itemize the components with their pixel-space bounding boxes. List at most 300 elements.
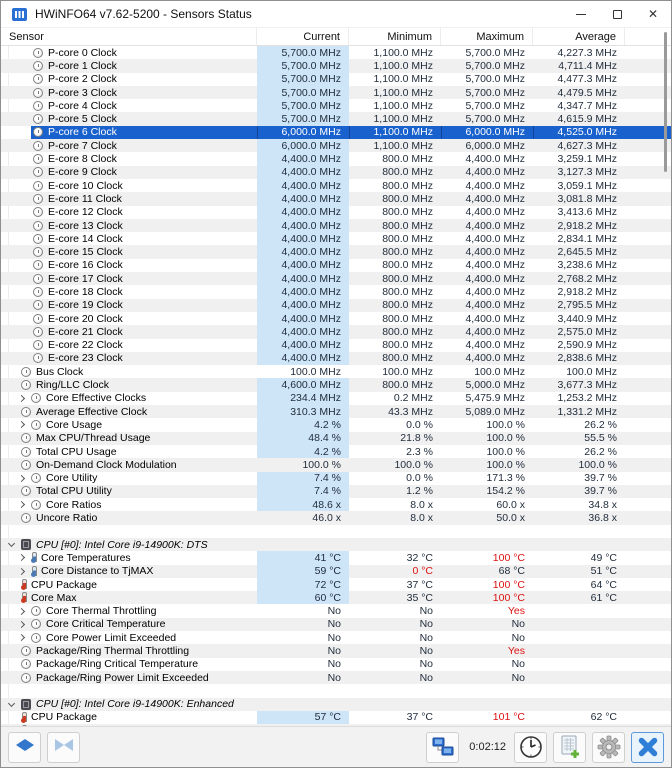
column-header-maximum[interactable]: Maximum [441, 28, 533, 45]
table-row[interactable] [1, 658, 671, 671]
table-row[interactable] [1, 392, 671, 405]
minimum-value: 0.0 % [406, 472, 433, 485]
table-header [1, 28, 671, 46]
chevron-right-icon[interactable] [18, 634, 25, 641]
current-value: 72 °C [257, 578, 349, 591]
minimize-button[interactable] [563, 1, 599, 27]
maximum-value: 4,400.0 MHz [465, 153, 525, 166]
table-row[interactable] [1, 631, 671, 644]
sensor-label: E-core 18 Clock [48, 285, 123, 298]
maximum-value: 5,700.0 MHz [465, 86, 525, 99]
current-value: 4,600.0 MHz [257, 378, 349, 391]
maximum-value: 5,700.0 MHz [465, 99, 525, 112]
table-row[interactable] [1, 551, 671, 564]
sensor-table [1, 46, 671, 726]
average-value: 4,347.7 MHz [557, 99, 617, 112]
average-value: 100.0 % [578, 458, 617, 471]
column-header-current[interactable]: Current [257, 28, 349, 45]
spare-cell [625, 312, 671, 325]
collapse-panels-button[interactable] [47, 732, 80, 763]
table-row[interactable] [1, 299, 671, 312]
maximum-value: 4,400.0 MHz [465, 232, 525, 245]
maximum-value: No [511, 658, 525, 671]
sensor-cell [1, 285, 257, 298]
sensor-cell [1, 378, 257, 391]
sensor-label: E-core 10 Clock [48, 179, 123, 192]
spare-cell [625, 245, 671, 258]
maximum-value: 4,400.0 MHz [465, 352, 525, 365]
sensor-cell [1, 166, 257, 179]
table-row[interactable] [1, 711, 671, 724]
minimum-value [349, 538, 441, 551]
minimum-value: 1,100.0 MHz [373, 99, 433, 112]
sensor-cell [1, 232, 257, 245]
minimum-value: 37 °C [406, 711, 433, 724]
sensor-label: Core Utility [46, 472, 98, 485]
sensor-cell [1, 538, 257, 551]
current-value: 5,700.0 MHz [257, 46, 349, 59]
column-header-average[interactable]: Average [533, 28, 625, 45]
sensor-label: E-core 13 Clock [48, 219, 123, 232]
chevron-right-icon[interactable] [18, 554, 25, 561]
spare-cell [625, 179, 671, 192]
sensor-cell [1, 139, 257, 152]
chevron-right-icon[interactable] [18, 421, 25, 428]
sensor-label: P-core 5 Clock [48, 113, 117, 126]
sensor-cell [1, 392, 257, 405]
minimum-value: 1.2 % [406, 485, 433, 498]
minimum-value: No [419, 631, 433, 644]
table-row[interactable] [1, 485, 671, 498]
sensor-cell [1, 112, 257, 125]
maximum-value: No [511, 671, 525, 684]
table-row[interactable] [1, 325, 671, 338]
table-row[interactable] [1, 99, 671, 112]
current-value: 59 °C [257, 565, 349, 578]
spare-cell [625, 192, 671, 205]
minimum-value: 1,100.0 MHz [349, 126, 441, 139]
sensor-label: P-core 0 Clock [48, 46, 117, 59]
spare-cell [625, 498, 671, 511]
gauge-clock-icon [31, 606, 41, 616]
minimum-value: 800.0 MHz [382, 312, 433, 325]
chevron-right-icon[interactable] [18, 621, 25, 628]
gauge-clock-icon [33, 194, 43, 204]
table-row[interactable] [1, 339, 671, 352]
minimum-value: 1,100.0 MHz [373, 113, 433, 126]
minimum-value: 800.0 MHz [382, 192, 433, 205]
maximum-value: 171.3 % [486, 472, 525, 485]
table-row[interactable] [1, 591, 671, 604]
sensor-label: Ring/LLC Clock [36, 379, 109, 392]
sensor-cell [1, 485, 257, 498]
minimum-value: 1,100.0 MHz [373, 73, 433, 86]
sensor-cell [1, 578, 257, 591]
current-value: No [327, 645, 341, 657]
table-row[interactable] [1, 219, 671, 232]
sensor-label: Core Thermal Throttling [46, 605, 157, 618]
clock-reset-button[interactable] [514, 732, 547, 763]
gauge-clock-icon [33, 221, 43, 231]
minimum-value: 0.0 % [406, 418, 433, 431]
minimum-value: 35 °C [406, 591, 433, 604]
table-row[interactable] [1, 418, 671, 431]
minimum-value: 0 °C [412, 565, 433, 578]
table-row[interactable] [1, 312, 671, 325]
average-value: 26.2 % [584, 418, 617, 431]
sensor-cell [1, 658, 257, 671]
maximum-value: Yes [507, 645, 525, 657]
gauge-clock-icon [31, 500, 41, 510]
sensor-label: Average Effective Clock [36, 405, 148, 418]
table-row[interactable] [1, 565, 671, 578]
table-row[interactable] [1, 86, 671, 99]
spare-cell [625, 206, 671, 219]
gauge-clock-icon [21, 486, 31, 496]
maximum-value: 5,000.0 MHz [465, 379, 525, 392]
maximum-value: 4,400.0 MHz [465, 272, 525, 285]
table-row[interactable] [1, 378, 671, 391]
spare-cell [625, 352, 671, 365]
sensor-cell [1, 631, 257, 644]
table-row[interactable] [1, 352, 671, 365]
gauge-clock-icon [21, 380, 31, 390]
table-row[interactable] [1, 206, 671, 219]
minimum-value: 21.8 % [400, 432, 433, 445]
table-row[interactable] [1, 578, 671, 591]
gauge-clock-icon [21, 407, 31, 417]
minimum-value: No [419, 618, 433, 631]
current-value: 7.4 % [257, 485, 349, 498]
sensor-label: P-core 7 Clock [48, 139, 117, 152]
current-value: 6,000.0 MHz [257, 126, 349, 139]
sensor-label: Core Power Limit Exceeded [46, 631, 177, 644]
logging-report-button[interactable] [553, 732, 586, 763]
sensor-label: Package/Ring Thermal Throttling [36, 645, 190, 657]
sensor-label: E-core 22 Clock [48, 339, 123, 352]
maximum-value [441, 724, 533, 726]
sensor-cell [1, 219, 257, 232]
sensor-label: E-core 11 Clock [48, 192, 122, 205]
sensor-label: CPU [#0]: Intel Core i9-14900K: Enhanced [36, 698, 234, 711]
sensor-cell [1, 206, 257, 219]
table-row[interactable] [1, 166, 671, 179]
column-header-sensor[interactable]: Sensor [1, 28, 257, 45]
sensor-cell [1, 179, 257, 192]
gauge-clock-icon [33, 167, 43, 177]
table-row[interactable] [1, 724, 671, 726]
table-row[interactable] [1, 511, 671, 524]
sensor-cell [1, 644, 257, 657]
current-value: No [327, 671, 341, 684]
sensor-label: CPU [#0]: Intel Core i9-14900K: DTS [36, 538, 208, 551]
sensor-cell [1, 432, 257, 445]
table-row[interactable] [1, 192, 671, 205]
column-header-minimum[interactable]: Minimum [349, 28, 441, 45]
table-row[interactable] [1, 73, 671, 86]
sensor-label: P-core 1 Clock [48, 59, 117, 72]
spare-cell [625, 671, 671, 684]
minimum-value: 800.0 MHz [382, 153, 433, 166]
average-value: 64 °C [590, 578, 617, 591]
gauge-clock-icon [33, 207, 43, 217]
table-row[interactable] [1, 112, 671, 125]
sensor-cell [1, 618, 257, 631]
spare-cell [625, 219, 671, 232]
table-row[interactable] [1, 232, 671, 245]
chevron-down-icon[interactable] [8, 540, 15, 547]
separator-row [1, 525, 671, 538]
sensor-label: CPU Package [31, 578, 97, 591]
current-value [257, 698, 349, 711]
current-value: No [327, 658, 341, 671]
average-value: 3,081.8 MHz [557, 192, 617, 205]
minimum-value: 8.0 x [410, 512, 433, 525]
current-value: 4,400.0 MHz [257, 166, 349, 179]
spare-cell [625, 325, 671, 338]
table-row[interactable] [1, 245, 671, 258]
minimum-value: 800.0 MHz [382, 206, 433, 219]
table-row[interactable] [1, 644, 671, 657]
current-value: 4,400.0 MHz [257, 352, 349, 365]
average-value: 100.0 MHz [566, 365, 617, 378]
gauge-clock-icon [33, 314, 43, 324]
average-value: 49 °C [590, 551, 617, 564]
spare-cell [625, 365, 671, 378]
gauge-clock-icon [33, 61, 43, 71]
quit-button[interactable] [631, 732, 664, 763]
average-value: 1,331.2 MHz [557, 405, 617, 418]
section-header-row[interactable] [1, 698, 671, 711]
minimum-value: 0.2 MHz [393, 392, 433, 405]
gauge-clock-icon [31, 393, 41, 403]
minimum-value: 1,100.0 MHz [373, 139, 433, 152]
thermometer-hot-icon [21, 579, 26, 590]
spare-cell [625, 259, 671, 272]
sensor-cell [1, 312, 257, 325]
table-row[interactable] [1, 445, 671, 458]
average-value [533, 724, 625, 726]
current-value [257, 538, 349, 551]
table-row[interactable] [1, 285, 671, 298]
maximum-value: 60.0 x [496, 498, 525, 511]
gauge-clock-icon [21, 433, 31, 443]
current-value: No [327, 605, 341, 618]
arrows-out-icon [16, 738, 34, 756]
maximum-value: 4,400.0 MHz [465, 285, 525, 298]
average-value: 4,227.3 MHz [557, 46, 617, 59]
table-row[interactable] [1, 498, 671, 511]
gauge-clock-icon [21, 460, 31, 470]
spare-cell [625, 378, 671, 391]
average-value [533, 644, 625, 657]
average-value [533, 658, 625, 671]
maximize-icon [613, 10, 622, 19]
table-row[interactable] [1, 604, 671, 617]
chevron-right-icon[interactable] [18, 608, 25, 615]
current-value: 6,000.0 MHz [257, 139, 349, 152]
maximum-value: 100.0 % [486, 432, 525, 445]
spare-cell [625, 285, 671, 298]
minimum-value: 37 °C [406, 578, 433, 591]
spare-cell [625, 644, 671, 657]
current-value: 4.2 % [257, 445, 349, 458]
gauge-clock-icon [31, 633, 41, 643]
gauge-clock-icon [33, 260, 43, 270]
average-value: 2,575.0 MHz [557, 325, 617, 338]
table-row[interactable] [1, 618, 671, 631]
minimum-value: 800.0 MHz [382, 246, 433, 259]
current-value [257, 724, 349, 726]
gauge-clock-icon [33, 154, 43, 164]
average-value: 2,918.2 MHz [557, 285, 617, 298]
minimum-value [349, 698, 441, 711]
cpu-chip-icon [21, 539, 31, 550]
close-icon: ✕ [647, 7, 659, 21]
spare-cell [625, 658, 671, 671]
sensor-cell [1, 352, 257, 365]
current-value: 46.0 x [312, 512, 341, 525]
current-value: 48.6 x [257, 498, 349, 511]
minimum-value: 800.0 MHz [382, 285, 433, 298]
average-value: 3,238.6 MHz [557, 259, 617, 272]
table-row[interactable] [1, 59, 671, 72]
sensor-cell [1, 325, 257, 338]
table-row[interactable] [1, 671, 671, 684]
table-row[interactable] [1, 152, 671, 165]
table-row[interactable] [1, 458, 671, 471]
gauge-clock-icon [31, 619, 41, 629]
minimum-value: 2.3 % [406, 445, 433, 458]
current-value: 100.0 MHz [290, 365, 341, 378]
table-row[interactable] [1, 405, 671, 418]
gauge-clock-icon [33, 274, 43, 284]
sensor-label: Package/Ring Power Limit Exceeded [36, 671, 209, 684]
gauge-clock-icon [21, 447, 31, 457]
minimum-value: 8.0 x [410, 498, 433, 511]
gauge-clock-icon [21, 659, 31, 669]
sensor-cell [1, 472, 257, 485]
maximum-value: 68 °C [498, 565, 525, 578]
minimum-value: 32 °C [406, 551, 433, 564]
chevron-right-icon[interactable] [18, 568, 25, 575]
spare-cell [625, 711, 671, 724]
expand-panels-button[interactable] [8, 732, 41, 763]
average-value: 3,440.9 MHz [557, 312, 617, 325]
average-value: 39.7 % [584, 472, 617, 485]
maximize-button[interactable] [599, 1, 635, 27]
table-row[interactable] [1, 179, 671, 192]
sensor-label: E-core 12 Clock [48, 206, 123, 219]
sensor-cell [1, 724, 257, 726]
table-row[interactable] [1, 272, 671, 285]
sensor-cell [1, 698, 257, 711]
sensor-cell [1, 59, 257, 72]
current-value: No [327, 618, 341, 631]
gauge-clock-icon [33, 181, 43, 191]
average-value: 3,677.3 MHz [557, 379, 617, 392]
current-value: 4,400.0 MHz [257, 219, 349, 232]
gauge-clock-icon [33, 340, 43, 350]
chevron-right-icon[interactable] [18, 475, 25, 482]
vertical-scrollbar[interactable] [664, 32, 667, 172]
maximum-value: 4,400.0 MHz [465, 179, 525, 192]
average-value: 62 °C [590, 711, 617, 724]
sensor-label: Core Distance to TjMAX [41, 565, 154, 578]
uptime-counter: 0:02:12 [469, 741, 506, 753]
spare-cell [625, 618, 671, 631]
minimum-value: 800.0 MHz [382, 325, 433, 338]
maximum-value: 6,000.0 MHz [465, 139, 525, 152]
average-value: 2,918.2 MHz [557, 219, 617, 232]
average-value: 39.7 % [584, 485, 617, 498]
network-monitors-icon [432, 737, 454, 757]
table-row[interactable] [1, 365, 671, 378]
current-value: 4.2 % [257, 418, 349, 431]
sensor-cell [1, 551, 257, 564]
minimum-value: 800.0 MHz [382, 166, 433, 179]
section-header-row[interactable] [1, 538, 671, 551]
sensor-label: Total CPU Usage [36, 445, 117, 458]
current-value: 5,700.0 MHz [257, 59, 349, 72]
chevron-right-icon[interactable] [18, 501, 25, 508]
sensor-cell [1, 604, 257, 617]
sensor-label: E-core 8 Clock [48, 153, 117, 166]
minimize-icon [576, 14, 586, 15]
maximum-value: 4,400.0 MHz [465, 325, 525, 338]
maximum-value: 6,000.0 MHz [441, 126, 533, 139]
gauge-clock-icon [33, 234, 43, 244]
current-value: 41 °C [257, 551, 349, 564]
minimum-value: 800.0 MHz [382, 272, 433, 285]
spare-cell [625, 392, 671, 405]
remote-monitoring-button[interactable] [426, 732, 459, 763]
thermometer-icon [31, 566, 36, 577]
sensor-cell [1, 711, 257, 724]
settings-button[interactable] [592, 732, 625, 763]
table-row[interactable] [1, 139, 671, 152]
spare-cell [625, 299, 671, 312]
minimum-value: No [419, 658, 433, 671]
table-row[interactable] [1, 472, 671, 485]
analog-clock-icon [519, 735, 543, 759]
current-value: 4,400.0 MHz [257, 259, 349, 272]
chevron-down-icon[interactable] [8, 700, 15, 707]
minimum-value: 1,100.0 MHz [373, 59, 433, 72]
average-value: 4,711.4 MHz [558, 59, 617, 72]
table-row[interactable] [1, 259, 671, 272]
chevron-right-icon[interactable] [18, 395, 25, 402]
current-value: 60 °C [257, 591, 349, 604]
current-value: 4,400.0 MHz [257, 206, 349, 219]
table-row[interactable] [1, 46, 671, 59]
close-button[interactable] [635, 1, 671, 27]
sensor-cell [1, 86, 257, 99]
table-row[interactable] [1, 126, 671, 139]
sensor-cell [1, 405, 257, 418]
thermometer-hot-icon [21, 592, 26, 603]
sensor-cell [1, 418, 257, 431]
gauge-clock-icon [33, 353, 43, 363]
gauge-clock-icon [31, 473, 41, 483]
sensor-cell [1, 245, 257, 258]
table-row[interactable] [1, 432, 671, 445]
sensor-label: On-Demand Clock Modulation [36, 458, 177, 471]
spare-cell [625, 578, 671, 591]
thermometer-hot-icon [21, 712, 26, 723]
sensor-label: E-core 21 Clock [48, 325, 123, 338]
sensor-cell [1, 152, 257, 165]
